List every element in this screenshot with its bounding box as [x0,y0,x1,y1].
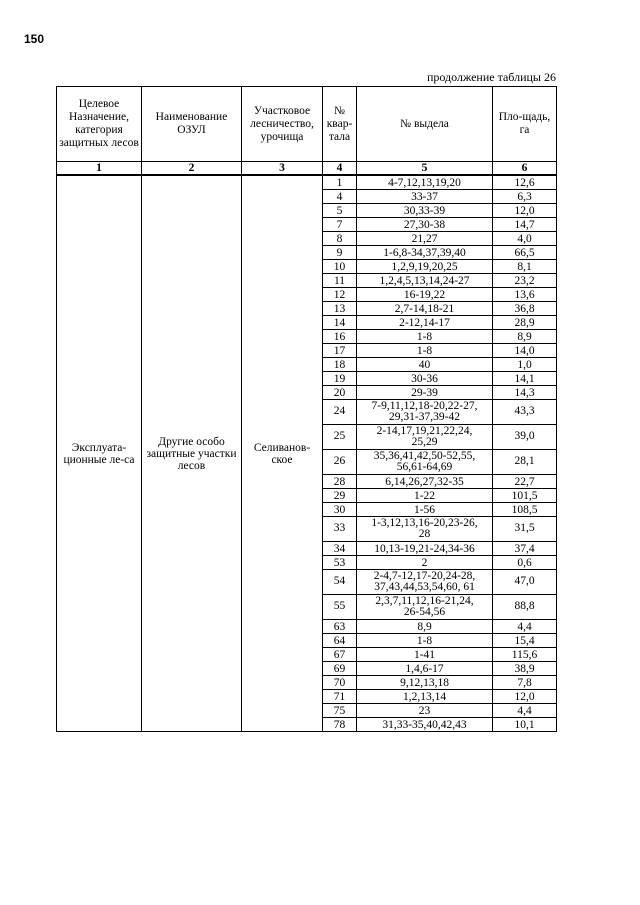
plot-cell [357,690,493,704]
plot-cell [357,372,493,386]
area-cell: 66,5 [493,246,557,260]
quarter-cell: 25 [323,425,357,450]
plot-text-continued: 29,31-37,39-42 [389,411,460,423]
plot-cell [357,662,493,676]
quarter-cell: 20 [323,386,357,400]
plot-text: 1-3,12,13,16-20,23-26, [371,516,478,529]
area-cell: 108,5 [493,503,557,517]
merged-forestry-cell: Селиванов-ское [242,175,323,732]
area-cell: 31,5 [493,517,557,542]
plot-cell [357,595,493,620]
plot-cell [357,556,493,570]
plot-cell [357,475,493,489]
column-number: 3 [242,162,323,176]
plot-text: 1-56 [413,503,436,516]
quarter-cell: 75 [323,704,357,718]
forest-protection-table [56,86,557,732]
quarter-cell: 33 [323,517,357,542]
plot-text: 1-41 [413,648,436,661]
area-cell: 4,4 [493,620,557,634]
area-cell: 39,0 [493,425,557,450]
plot-text: 1-22 [413,489,436,502]
plot-text: 35,36,41,42,50-52,55, [373,449,476,462]
plot-text: 30-36 [411,372,438,385]
plot-text: 16-19,22 [403,288,446,301]
header-plot: № выдела [357,87,493,162]
area-cell: 15,4 [493,634,557,648]
plot-text: 1-6,8-34,37,39,40 [383,246,466,259]
quarter-cell: 13 [323,302,357,316]
quarter-cell: 11 [323,274,357,288]
area-cell: 36,8 [493,302,557,316]
quarter-cell: 71 [323,690,357,704]
plot-text: 1-8 [416,344,433,357]
area-cell: 8,1 [493,260,557,274]
area-cell: 4,0 [493,232,557,246]
merged-purpose-cell: Эксплуата-ционные ле-са [57,175,142,732]
plot-cell [357,260,493,274]
area-cell: 88,8 [493,595,557,620]
plot-text: 33-37 [411,190,438,203]
area-cell: 101,5 [493,489,557,503]
plot-text: 1-8 [416,330,433,343]
area-cell: 23,2 [493,274,557,288]
area-cell: 37,4 [493,542,557,556]
plot-text-continued: 26-54,56 [403,606,446,618]
quarter-cell: 67 [323,648,357,662]
area-cell: 12,6 [493,175,557,190]
plot-text: 30,33-39 [403,204,446,217]
plot-text: 8,9 [417,620,432,633]
plot-text: 7-9,11,12,18-20,22-27, [371,399,478,412]
area-cell: 7,8 [493,676,557,690]
area-cell: 22,7 [493,475,557,489]
plot-text: 10,13-19,21-24,34-36 [374,542,475,555]
plot-cell [357,288,493,302]
quarter-cell: 34 [323,542,357,556]
area-cell: 14,1 [493,372,557,386]
plot-text: 2-14,17,19,21,22,24, [376,424,473,437]
plot-cell [357,634,493,648]
area-cell: 12,0 [493,204,557,218]
plot-text: 40 [418,358,431,371]
quarter-cell: 7 [323,218,357,232]
quarter-cell: 12 [323,288,357,302]
area-cell: 14,0 [493,344,557,358]
plot-text: 2 [421,556,428,569]
area-cell: 28,9 [493,316,557,330]
plot-text: 2-4,7-12,17-20,24-28, [373,569,476,582]
quarter-cell: 19 [323,372,357,386]
plot-cell [357,676,493,690]
header-forestry: Участковое лесничество, урочища [242,87,323,162]
area-cell: 14,7 [493,218,557,232]
column-number: 5 [357,162,493,176]
plot-text: 23 [418,704,431,717]
plot-text: 2,7-14,18-21 [394,302,455,315]
quarter-cell: 1 [323,175,357,190]
area-cell: 115,6 [493,648,557,662]
plot-cell [357,489,493,503]
plot-cell [357,620,493,634]
area-cell: 10,1 [493,718,557,732]
plot-cell [357,704,493,718]
plot-text-continued: 56,61-64,69 [396,461,453,473]
plot-text: 1,2,9,19,20,25 [391,260,458,273]
column-number: 2 [142,162,242,176]
plot-text-continued: 28 [418,528,431,540]
area-cell: 43,3 [493,400,557,425]
area-cell: 8,9 [493,330,557,344]
plot-cell [357,246,493,260]
plot-text: 21,27 [411,232,438,245]
plot-cell [357,570,493,595]
plot-text: 4-7,12,13,19,20 [388,176,461,189]
header-ozul-name: Наименование ОЗУЛ [142,87,242,162]
plot-cell [357,542,493,556]
column-number: 6 [493,162,557,176]
quarter-cell: 26 [323,450,357,475]
quarter-cell: 9 [323,246,357,260]
quarter-cell: 55 [323,595,357,620]
plot-cell [357,386,493,400]
column-number: 4 [323,162,357,176]
plot-cell [357,330,493,344]
area-cell: 28,1 [493,450,557,475]
plot-text: 1,2,13,14 [402,690,447,703]
plot-cell [357,316,493,330]
area-cell: 1,0 [493,358,557,372]
quarter-cell: 5 [323,204,357,218]
quarter-cell: 28 [323,475,357,489]
plot-text: 1,2,4,5,13,14,24-27 [379,274,470,287]
quarter-cell: 30 [323,503,357,517]
quarter-cell: 24 [323,400,357,425]
area-cell: 14,3 [493,386,557,400]
quarter-cell: 14 [323,316,357,330]
area-cell: 6,3 [493,190,557,204]
table-body [57,175,557,732]
header-quarter: № квар-тала [323,87,357,162]
plot-text: 27,30-38 [403,218,446,231]
quarter-cell: 78 [323,718,357,732]
area-cell: 38,9 [493,662,557,676]
table-continuation-caption: продолжение таблицы 26 [426,70,556,84]
quarter-cell: 17 [323,344,357,358]
quarter-cell: 69 [323,662,357,676]
plot-text-continued: 25,29 [411,436,438,448]
plot-cell [357,204,493,218]
quarter-cell: 16 [323,330,357,344]
merged-ozul-cell: Другие особо защитные участки лесов [142,175,242,732]
quarter-cell: 63 [323,620,357,634]
plot-cell [357,274,493,288]
area-cell: 0,6 [493,556,557,570]
plot-text: 2,3,7,11,12,16-21,24, [375,594,474,607]
plot-cell [357,450,493,475]
header-purpose: Целевое Назначение, категория защитных лесов [57,87,142,162]
plot-cell [357,190,493,204]
quarter-cell: 10 [323,260,357,274]
plot-cell [357,358,493,372]
plot-text-continued: 37,43,44,53,54,60, 61 [374,581,475,593]
plot-cell [357,400,493,425]
column-number: 1 [57,162,142,176]
plot-text: 1,4,6-17 [405,662,444,675]
plot-text: 9,12,13,18 [400,676,449,689]
plot-text: 1-8 [416,634,433,647]
quarter-cell: 8 [323,232,357,246]
quarter-cell: 4 [323,190,357,204]
quarter-cell: 54 [323,570,357,595]
area-cell: 47,0 [493,570,557,595]
plot-text: 6,14,26,27,32-35 [385,475,464,488]
area-cell: 12,0 [493,690,557,704]
plot-cell [357,232,493,246]
page-number: 150 [24,32,45,46]
quarter-cell: 53 [323,556,357,570]
quarter-cell: 64 [323,634,357,648]
plot-cell [357,344,493,358]
plot-cell [357,302,493,316]
quarter-cell: 70 [323,676,357,690]
header-area: Пло-щадь, га [493,87,557,162]
area-cell: 13,6 [493,288,557,302]
area-cell: 4,4 [493,704,557,718]
plot-cell [357,503,493,517]
plot-cell [357,175,493,190]
table-row [57,175,557,190]
plot-cell [357,517,493,542]
quarter-cell: 29 [323,489,357,503]
plot-cell [357,218,493,232]
quarter-cell: 18 [323,358,357,372]
plot-cell [357,648,493,662]
plot-text: 2-12,14-17 [399,316,450,329]
plot-text: 31,33-35,40,42,43 [382,718,467,731]
plot-text: 29-39 [411,386,438,399]
plot-cell [357,718,493,732]
plot-cell [357,425,493,450]
